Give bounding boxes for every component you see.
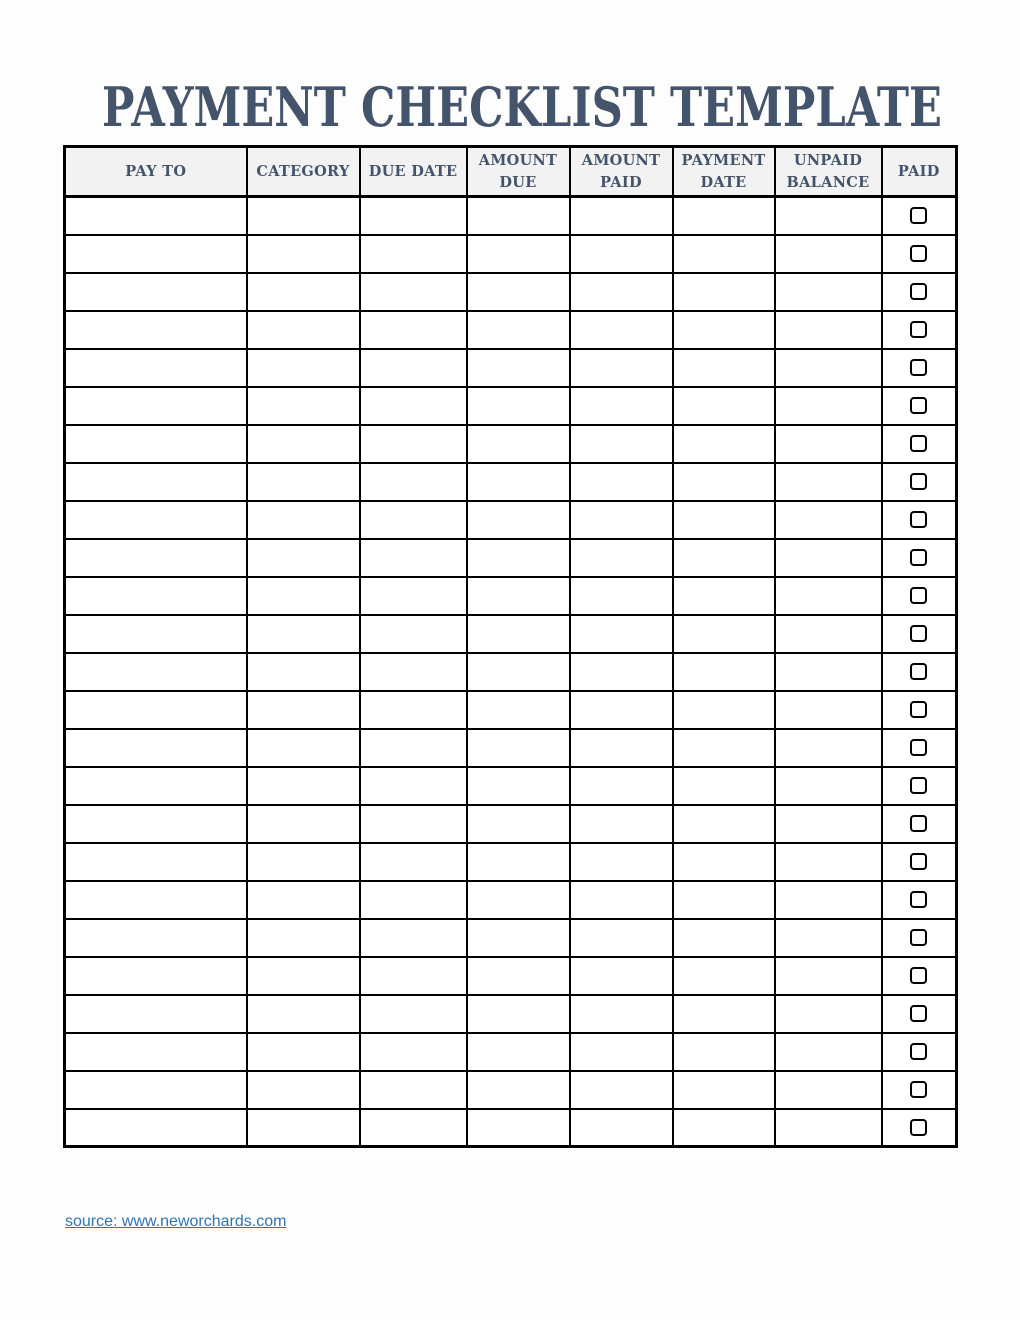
payment-date-cell — [673, 805, 775, 843]
amount-due-cell — [467, 387, 570, 425]
unpaid-balance-cell — [775, 805, 882, 843]
amount-due-cell — [467, 1109, 570, 1147]
amount-paid-cell — [570, 995, 673, 1033]
amount-paid-cell — [570, 957, 673, 995]
column-header-amount-due: AMOUNT DUE — [467, 147, 570, 197]
paid-cell — [882, 767, 957, 805]
due-date-cell — [360, 501, 467, 539]
category-cell — [247, 235, 360, 273]
amount-due-cell — [467, 1033, 570, 1071]
paid-cell — [882, 805, 957, 843]
payment-date-cell — [673, 767, 775, 805]
paid-cell — [882, 425, 957, 463]
paid-cell — [882, 501, 957, 539]
pay-to-cell — [65, 653, 247, 691]
unpaid-balance-cell — [775, 919, 882, 957]
due-date-cell — [360, 349, 467, 387]
amount-due-cell — [467, 805, 570, 843]
amount-paid-cell — [570, 805, 673, 843]
payment-date-cell — [673, 387, 775, 425]
table-header-row — [65, 147, 957, 197]
paid-cell — [882, 729, 957, 767]
payment-date-cell — [673, 843, 775, 881]
paid-cell — [882, 539, 957, 577]
pay-to-cell — [65, 615, 247, 653]
category-cell — [247, 729, 360, 767]
unpaid-balance-cell — [775, 767, 882, 805]
due-date-cell — [360, 1109, 467, 1147]
table-row — [65, 1033, 957, 1071]
payment-date-cell — [673, 425, 775, 463]
pay-to-cell — [65, 501, 247, 539]
amount-paid-cell — [570, 197, 673, 235]
payment-date-cell — [673, 1109, 775, 1147]
paid-checkbox[interactable] — [910, 739, 927, 756]
paid-checkbox[interactable] — [910, 663, 927, 680]
due-date-cell — [360, 919, 467, 957]
unpaid-balance-cell — [775, 995, 882, 1033]
pay-to-cell — [65, 425, 247, 463]
unpaid-balance-cell — [775, 273, 882, 311]
pay-to-cell — [65, 691, 247, 729]
amount-due-cell — [467, 919, 570, 957]
table-row — [65, 957, 957, 995]
table-row — [65, 881, 957, 919]
due-date-cell — [360, 691, 467, 729]
pay-to-cell — [65, 1109, 247, 1147]
category-cell — [247, 577, 360, 615]
unpaid-balance-cell — [775, 311, 882, 349]
paid-checkbox[interactable] — [910, 549, 927, 566]
amount-due-cell — [467, 1071, 570, 1109]
paid-checkbox[interactable] — [910, 891, 927, 908]
payment-date-cell — [673, 919, 775, 957]
source-link[interactable]: source: www.neworchards.com — [65, 1213, 287, 1230]
unpaid-balance-cell — [775, 197, 882, 235]
unpaid-balance-cell — [775, 881, 882, 919]
paid-cell — [882, 653, 957, 691]
payment-date-cell — [673, 197, 775, 235]
payment-date-cell — [673, 653, 775, 691]
category-cell — [247, 273, 360, 311]
unpaid-balance-cell — [775, 1071, 882, 1109]
amount-paid-cell — [570, 463, 673, 501]
category-cell — [247, 995, 360, 1033]
paid-cell — [882, 615, 957, 653]
table-row — [65, 805, 957, 843]
paid-checkbox[interactable] — [910, 435, 927, 452]
category-cell — [247, 349, 360, 387]
category-cell — [247, 1071, 360, 1109]
paid-cell — [882, 1071, 957, 1109]
table-row — [65, 425, 957, 463]
paid-cell — [882, 311, 957, 349]
due-date-cell — [360, 577, 467, 615]
amount-due-cell — [467, 463, 570, 501]
unpaid-balance-cell — [775, 387, 882, 425]
unpaid-balance-cell — [775, 1033, 882, 1071]
amount-paid-cell — [570, 539, 673, 577]
paid-cell — [882, 387, 957, 425]
category-cell — [247, 805, 360, 843]
pay-to-cell — [65, 311, 247, 349]
paid-checkbox[interactable] — [910, 321, 927, 338]
paid-checkbox[interactable] — [910, 625, 927, 642]
category-cell — [247, 539, 360, 577]
payment-date-cell — [673, 957, 775, 995]
table-row — [65, 539, 957, 577]
pay-to-cell — [65, 919, 247, 957]
pay-to-cell — [65, 767, 247, 805]
unpaid-balance-cell — [775, 1109, 882, 1147]
column-header-paid: PAID — [882, 147, 957, 197]
paid-checkbox[interactable] — [910, 701, 927, 718]
paid-checkbox[interactable] — [910, 587, 927, 604]
due-date-cell — [360, 653, 467, 691]
pay-to-cell — [65, 539, 247, 577]
amount-paid-cell — [570, 653, 673, 691]
due-date-cell — [360, 539, 467, 577]
payment-date-cell — [673, 691, 775, 729]
column-header-category: CATEGORY — [247, 147, 360, 197]
amount-due-cell — [467, 539, 570, 577]
table-row — [65, 995, 957, 1033]
payment-date-cell — [673, 273, 775, 311]
pay-to-cell — [65, 235, 247, 273]
category-cell — [247, 615, 360, 653]
payment-date-cell — [673, 311, 775, 349]
payment-date-cell — [673, 501, 775, 539]
amount-due-cell — [467, 615, 570, 653]
category-cell — [247, 1109, 360, 1147]
page-title: PAYMENT CHECKLIST TEMPLATE — [102, 75, 942, 139]
due-date-cell — [360, 387, 467, 425]
paid-cell — [882, 463, 957, 501]
amount-due-cell — [467, 729, 570, 767]
amount-paid-cell — [570, 311, 673, 349]
due-date-cell — [360, 197, 467, 235]
paid-checkbox[interactable] — [910, 283, 927, 300]
column-header-unpaid-balance: UNPAID BALANCE — [775, 147, 882, 197]
category-cell — [247, 957, 360, 995]
amount-paid-cell — [570, 767, 673, 805]
due-date-cell — [360, 1033, 467, 1071]
category-cell — [247, 653, 360, 691]
table-row — [65, 691, 957, 729]
due-date-cell — [360, 1071, 467, 1109]
due-date-cell — [360, 995, 467, 1033]
payment-date-cell — [673, 881, 775, 919]
payment-date-cell — [673, 235, 775, 273]
paid-checkbox[interactable] — [910, 473, 927, 490]
paid-cell — [882, 577, 957, 615]
payment-checklist-table — [63, 145, 958, 1148]
unpaid-balance-cell — [775, 957, 882, 995]
amount-due-cell — [467, 653, 570, 691]
table-row — [65, 729, 957, 767]
amount-due-cell — [467, 995, 570, 1033]
unpaid-balance-cell — [775, 501, 882, 539]
category-cell — [247, 1033, 360, 1071]
amount-paid-cell — [570, 729, 673, 767]
pay-to-cell — [65, 463, 247, 501]
amount-paid-cell — [570, 501, 673, 539]
unpaid-balance-cell — [775, 577, 882, 615]
amount-due-cell — [467, 235, 570, 273]
paid-cell — [882, 843, 957, 881]
pay-to-cell — [65, 1033, 247, 1071]
table-row — [65, 501, 957, 539]
due-date-cell — [360, 881, 467, 919]
pay-to-cell — [65, 387, 247, 425]
due-date-cell — [360, 273, 467, 311]
category-cell — [247, 843, 360, 881]
amount-paid-cell — [570, 387, 673, 425]
due-date-cell — [360, 463, 467, 501]
table-row — [65, 349, 957, 387]
amount-paid-cell — [570, 235, 673, 273]
paid-checkbox[interactable] — [910, 815, 927, 832]
paid-checkbox[interactable] — [910, 207, 927, 224]
amount-due-cell — [467, 767, 570, 805]
payment-date-cell — [673, 539, 775, 577]
paid-checkbox[interactable] — [910, 359, 927, 376]
paid-cell — [882, 1109, 957, 1147]
table-row — [65, 767, 957, 805]
category-cell — [247, 691, 360, 729]
due-date-cell — [360, 729, 467, 767]
pay-to-cell — [65, 577, 247, 615]
table-row — [65, 919, 957, 957]
paid-cell — [882, 1033, 957, 1071]
table-row — [65, 387, 957, 425]
pay-to-cell — [65, 957, 247, 995]
table-row — [65, 235, 957, 273]
paid-cell — [882, 957, 957, 995]
paid-cell — [882, 691, 957, 729]
pay-to-cell — [65, 995, 247, 1033]
payment-date-cell — [673, 1071, 775, 1109]
table-row — [65, 843, 957, 881]
pay-to-cell — [65, 881, 247, 919]
paid-cell — [882, 273, 957, 311]
amount-paid-cell — [570, 691, 673, 729]
category-cell — [247, 919, 360, 957]
category-cell — [247, 463, 360, 501]
paid-cell — [882, 919, 957, 957]
unpaid-balance-cell — [775, 235, 882, 273]
paid-checkbox[interactable] — [910, 853, 927, 870]
table-row — [65, 615, 957, 653]
table-row — [65, 653, 957, 691]
pay-to-cell — [65, 729, 247, 767]
due-date-cell — [360, 425, 467, 463]
amount-paid-cell — [570, 919, 673, 957]
amount-due-cell — [467, 197, 570, 235]
category-cell — [247, 881, 360, 919]
unpaid-balance-cell — [775, 615, 882, 653]
category-cell — [247, 311, 360, 349]
amount-due-cell — [467, 843, 570, 881]
amount-due-cell — [467, 957, 570, 995]
payment-date-cell — [673, 1033, 775, 1071]
pay-to-cell — [65, 349, 247, 387]
payment-date-cell — [673, 577, 775, 615]
pay-to-cell — [65, 843, 247, 881]
amount-paid-cell — [570, 349, 673, 387]
amount-due-cell — [467, 349, 570, 387]
table-row — [65, 311, 957, 349]
amount-paid-cell — [570, 577, 673, 615]
paid-checkbox[interactable] — [910, 1043, 927, 1060]
due-date-cell — [360, 767, 467, 805]
unpaid-balance-cell — [775, 539, 882, 577]
amount-paid-cell — [570, 1071, 673, 1109]
due-date-cell — [360, 235, 467, 273]
pay-to-cell — [65, 197, 247, 235]
table-row — [65, 1071, 957, 1109]
payment-date-cell — [673, 729, 775, 767]
table-row — [65, 577, 957, 615]
amount-due-cell — [467, 691, 570, 729]
pay-to-cell — [65, 1071, 247, 1109]
table-row — [65, 1109, 957, 1147]
category-cell — [247, 425, 360, 463]
due-date-cell — [360, 615, 467, 653]
paid-checkbox[interactable] — [910, 245, 927, 262]
amount-paid-cell — [570, 273, 673, 311]
paid-checkbox[interactable] — [910, 1005, 927, 1022]
payment-date-cell — [673, 995, 775, 1033]
paid-checkbox[interactable] — [910, 1081, 927, 1098]
pay-to-cell — [65, 805, 247, 843]
category-cell — [247, 501, 360, 539]
payment-date-cell — [673, 463, 775, 501]
payment-date-cell — [673, 349, 775, 387]
unpaid-balance-cell — [775, 653, 882, 691]
paid-checkbox[interactable] — [910, 777, 927, 794]
due-date-cell — [360, 957, 467, 995]
unpaid-balance-cell — [775, 349, 882, 387]
amount-due-cell — [467, 425, 570, 463]
paid-cell — [882, 881, 957, 919]
unpaid-balance-cell — [775, 729, 882, 767]
table-row — [65, 197, 957, 235]
due-date-cell — [360, 843, 467, 881]
paid-checkbox[interactable] — [910, 967, 927, 984]
payment-date-cell — [673, 615, 775, 653]
amount-paid-cell — [570, 425, 673, 463]
unpaid-balance-cell — [775, 691, 882, 729]
unpaid-balance-cell — [775, 843, 882, 881]
paid-checkbox[interactable] — [910, 511, 927, 528]
amount-paid-cell — [570, 1033, 673, 1071]
column-header-amount-paid: AMOUNT PAID — [570, 147, 673, 197]
paid-cell — [882, 235, 957, 273]
column-header-pay-to: PAY TO — [65, 147, 247, 197]
amount-due-cell — [467, 273, 570, 311]
table-row — [65, 463, 957, 501]
paid-cell — [882, 197, 957, 235]
paid-checkbox[interactable] — [910, 397, 927, 414]
column-header-due-date: DUE DATE — [360, 147, 467, 197]
table-row — [65, 273, 957, 311]
paid-checkbox[interactable] — [910, 1119, 927, 1136]
unpaid-balance-cell — [775, 463, 882, 501]
column-header-payment-date: PAYMENT DATE — [673, 147, 775, 197]
amount-paid-cell — [570, 1109, 673, 1147]
amount-due-cell — [467, 881, 570, 919]
paid-cell — [882, 349, 957, 387]
pay-to-cell — [65, 273, 247, 311]
amount-due-cell — [467, 577, 570, 615]
paid-cell — [882, 995, 957, 1033]
unpaid-balance-cell — [775, 425, 882, 463]
category-cell — [247, 767, 360, 805]
amount-paid-cell — [570, 843, 673, 881]
category-cell — [247, 197, 360, 235]
amount-paid-cell — [570, 881, 673, 919]
due-date-cell — [360, 805, 467, 843]
category-cell — [247, 387, 360, 425]
amount-due-cell — [467, 501, 570, 539]
paid-checkbox[interactable] — [910, 929, 927, 946]
amount-paid-cell — [570, 615, 673, 653]
due-date-cell — [360, 311, 467, 349]
amount-due-cell — [467, 311, 570, 349]
